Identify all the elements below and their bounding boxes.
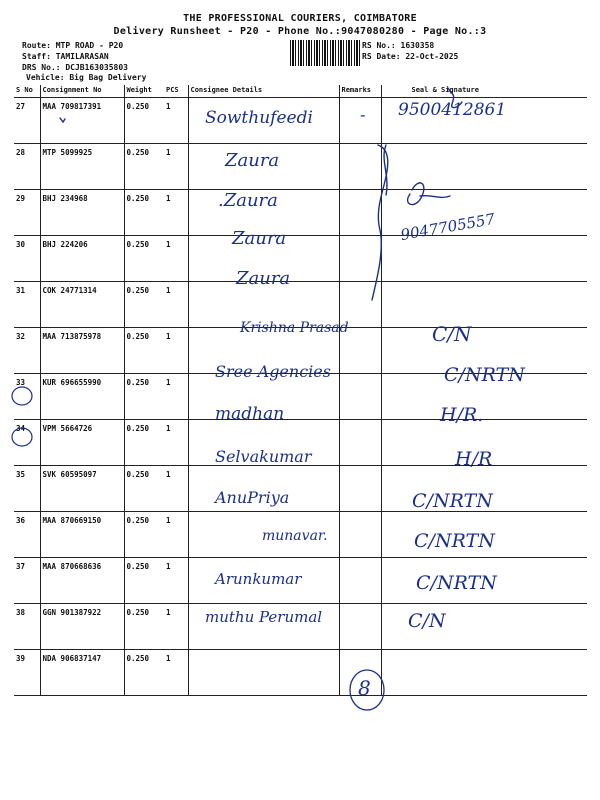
cell-pcs: 1 <box>164 374 188 420</box>
col-consignee: Consignee Details <box>188 85 339 98</box>
handwritten-consignee: Selvakumar <box>215 447 312 466</box>
handwritten-seal: C/NRTN <box>412 490 493 512</box>
cell-consignment: VPM 5664726 <box>40 420 124 466</box>
cell-sno: 29 <box>14 190 40 236</box>
handwritten-seal: 9500412861 <box>398 100 507 120</box>
runsheet-subtitle: Delivery Runsheet - P20 - Phone No.:9047080280 - Page No.:3 <box>113 26 487 37</box>
handwritten-seal: 9047705557 <box>399 209 497 245</box>
cell-pcs: 1 <box>164 420 188 466</box>
cell-weight: 0.250 <box>124 512 164 558</box>
cell-weight: 0.250 <box>124 190 164 236</box>
cell-consignment: BHJ 224206 <box>40 236 124 282</box>
cell-weight: 0.250 <box>124 328 164 374</box>
handwritten-consignee: Zaura <box>225 150 280 171</box>
handwritten-consignee: .Zaura <box>218 190 278 211</box>
handwritten-consignee: munavar. <box>262 528 328 544</box>
staff-label: Staff: TAMILARASAN <box>22 52 109 61</box>
cell-pcs: 1 <box>164 282 188 328</box>
cell-consignment: COK 24771314 <box>40 282 124 328</box>
handwritten-consignee: Sree Agencies <box>215 362 331 381</box>
circle-mark-34 <box>12 387 32 405</box>
cell-weight: 0.250 <box>124 282 164 328</box>
cell-pcs: 1 <box>164 98 188 144</box>
cell-consignment: KUR 696655990 <box>40 374 124 420</box>
circle-mark-35 <box>12 428 32 446</box>
cell-weight: 0.250 <box>124 420 164 466</box>
handwritten-consignee: madhan <box>215 404 285 424</box>
cell-consignment: MAA 709817391 <box>40 98 124 144</box>
col-weight: Weight <box>124 85 164 98</box>
cell-consignment: MTP 5099925 <box>40 144 124 190</box>
handwritten-consignee: Arunkumar <box>215 570 302 588</box>
handwritten-page-number: 8 <box>358 676 371 700</box>
cell-sno: 28 <box>14 144 40 190</box>
route-label: Route: MTP ROAD - P20 <box>22 41 124 50</box>
cell-sno: 35 <box>14 466 40 512</box>
cell-pcs: 1 <box>164 144 188 190</box>
cell-consignment: MAA 870669150 <box>40 512 124 558</box>
handwritten-consignee: Sowthufeedi <box>205 108 313 128</box>
cell-sno: 38 <box>14 604 40 650</box>
cell-pcs: 1 <box>164 558 188 604</box>
handwritten-consignee: Krishna Prasad <box>240 320 349 336</box>
drs-label: DRS No.: DCJB163035803 <box>22 63 128 72</box>
cell-consignment: MAA 870668636 <box>40 558 124 604</box>
col-sno: S No <box>14 85 40 98</box>
vehicle-label: Vehicle: Big Bag Delivery <box>26 73 147 82</box>
signature-squiggle <box>408 183 450 205</box>
cell-pcs: 1 <box>164 190 188 236</box>
cell-sno: 34 <box>14 420 40 466</box>
cell-weight: 0.250 <box>124 98 164 144</box>
cell-consignment: GGN 901387922 <box>40 604 124 650</box>
handwritten-consignee: muthu Perumal <box>205 608 323 626</box>
col-seal: Seal & Signature <box>381 85 587 98</box>
cell-pcs: 1 <box>164 650 188 696</box>
cell-sno: 33 <box>14 374 40 420</box>
handwritten-consignee: Zaura <box>236 268 291 289</box>
signature-squiggle <box>60 118 65 122</box>
rs-date: RS Date: 22-Oct-2025 <box>362 52 459 61</box>
cell-weight: 0.250 <box>124 558 164 604</box>
handwritten-seal: C/N <box>432 322 472 346</box>
col-consignment: Consignment No <box>40 85 124 98</box>
cell-sno: 27 <box>14 98 40 144</box>
signature-squiggle <box>448 88 462 108</box>
cell-weight: 0.250 <box>124 604 164 650</box>
cell-sno: 39 <box>14 650 40 696</box>
col-remarks: Remarks <box>339 85 381 98</box>
handwritten-consignee: Zaura <box>232 228 287 249</box>
cell-sno: 30 <box>14 236 40 282</box>
cell-weight: 0.250 <box>124 466 164 512</box>
cell-consignment: NDA 906837147 <box>40 650 124 696</box>
rs-number: RS No.: 1630358 <box>362 41 435 50</box>
handwritten-seal: C/NRTN <box>444 364 525 386</box>
cell-consignment: MAA 713875978 <box>40 328 124 374</box>
cell-sno: 31 <box>14 282 40 328</box>
cell-pcs: 1 <box>164 466 188 512</box>
handwritten-seal: C/NRTN <box>416 572 497 594</box>
col-pcs: PCS <box>164 85 188 98</box>
handwritten-seal: C/N <box>408 610 446 632</box>
company-title: THE PROFESSIONAL COURIERS, COIMBATORE <box>183 13 417 24</box>
cell-weight: 0.250 <box>124 650 164 696</box>
cell-consignment: SVK 60595097 <box>40 466 124 512</box>
cell-sno: 36 <box>14 512 40 558</box>
cell-pcs: 1 <box>164 512 188 558</box>
cell-pcs: 1 <box>164 604 188 650</box>
cell-weight: 0.250 <box>124 236 164 282</box>
handwritten-seal: H/R. <box>440 404 484 426</box>
cell-consignment: BHJ 234968 <box>40 190 124 236</box>
cell-sno: 32 <box>14 328 40 374</box>
cell-weight: 0.250 <box>124 374 164 420</box>
handwritten-seal: H/R <box>455 448 493 470</box>
handwritten-seal: C/NRTN <box>414 530 495 552</box>
cell-pcs: 1 <box>164 236 188 282</box>
cell-pcs: 1 <box>164 328 188 374</box>
handwritten-remark: - <box>360 105 366 124</box>
cell-weight: 0.250 <box>124 144 164 190</box>
handwritten-consignee: AnuPriya <box>215 488 290 507</box>
cell-sno: 37 <box>14 558 40 604</box>
